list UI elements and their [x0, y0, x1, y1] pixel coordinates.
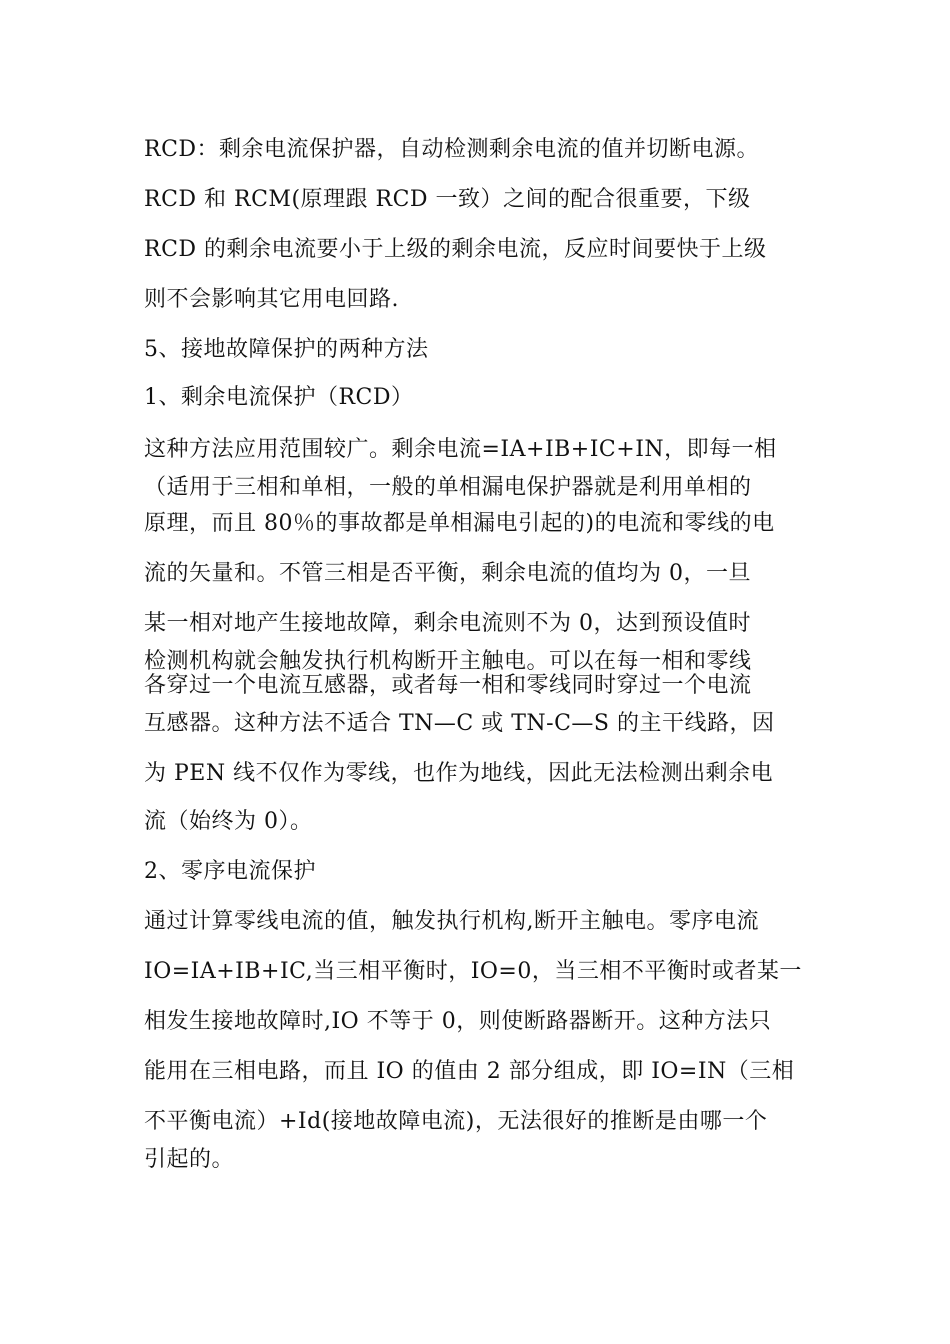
subsection-heading-rcd: 1、剩余电流保护（RCD） [144, 385, 414, 410]
text-line: 流的矢量和。不管三相是否平衡，剩余电流的值均为 0，一旦 [144, 561, 751, 586]
text-line: 通过计算零线电流的值，触发执行机构,断开主触电。零序电流 [144, 909, 759, 934]
text-line: RCD 的剩余电流要小于上级的剩余电流，反应时间要快于上级 [144, 237, 767, 262]
text-line: （适用于三相和单相，一般的单相漏电保护器就是利用单相的 [144, 475, 752, 500]
text-line: 这种方法应用范围较广。剩余电流=IA+IB+IC+IN，即每一相 [144, 437, 777, 462]
text-line: 不平衡电流）+Id(接地故障电流)，无法很好的推断是由哪一个 [144, 1109, 768, 1134]
text-line: 互感器。这种方法不适合 TN—C 或 TN-C—S 的主干线路，因 [144, 711, 775, 736]
text-line: 引起的。 [144, 1147, 235, 1172]
text-line-rcd-definition: RCD：剩余电流保护器，自动检测剩余电流的值并切断电源。 [144, 137, 760, 162]
text-line: 原理，而且 80％的事故都是单相漏电引起的)的电流和零线的电 [144, 511, 775, 536]
text-line: 为 PEN 线不仅作为零线，也作为地线，因此无法检测出剩余电 [144, 761, 774, 786]
text-line: RCD 和 RCM(原理跟 RCD 一致）之间的配合很重要，下级 [144, 187, 751, 212]
text-line: 则不会影响其它用电回路. [144, 287, 399, 312]
text-line: 流（始终为 0）。 [144, 809, 313, 834]
text-line: 能用在三相电路，而且 IO 的值由 2 部分组成，即 IO=IN（三相 [144, 1059, 795, 1084]
text-line: IO=IA+IB+IC,当三相平衡时，IO=0，当三相不平衡时或者某一 [144, 959, 802, 984]
text-line: 检测机构就会触发执行机构断开主触电。可以在每一相和零线 [144, 649, 752, 674]
section-heading: 5、接地故障保护的两种方法 [144, 337, 429, 362]
text-line: 某一相对地产生接地故障，剩余电流则不为 0，达到预设值时 [144, 611, 751, 636]
text-line: 各穿过一个电流互感器，或者每一相和零线同时穿过一个电流 [144, 673, 752, 698]
subsection-heading-zero-sequence: 2、零序电流保护 [144, 859, 316, 884]
text-line: 相发生接地故障时,IO 不等于 0，则使断路器断开。这种方法只 [144, 1009, 772, 1034]
